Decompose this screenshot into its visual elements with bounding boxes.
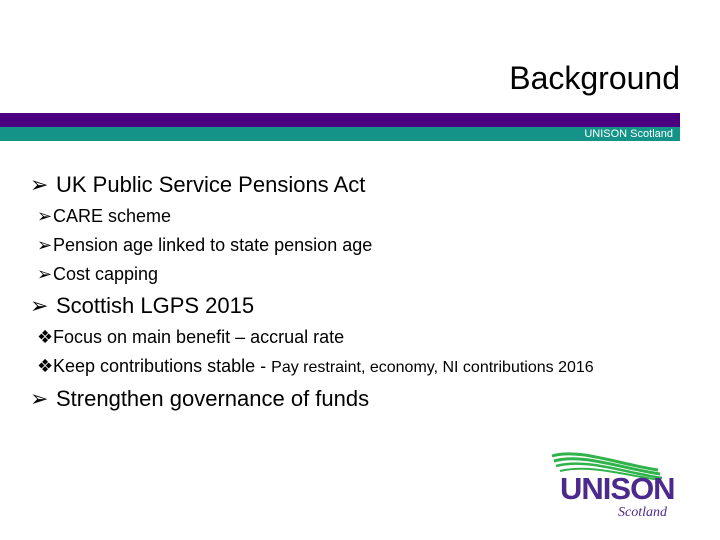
bullet-2-text: Scottish LGPS 2015 (56, 293, 255, 318)
logo-wordmark: UNISON (560, 471, 675, 506)
bullet-2-sub-1 (37, 326, 344, 348)
bullet-1-sub-3 (37, 263, 158, 285)
bullet-2-sub-2-text: Keep contributions stable - (53, 356, 272, 376)
arrow-bullet-icon: ➢ (30, 293, 49, 318)
bullet-2-sub-1-text: Focus on main benefit – accrual rate (53, 327, 345, 347)
diamond-bullet-icon: ❖ (37, 356, 54, 376)
bullet-3-text: Strengthen governance of funds (56, 386, 370, 411)
unison-logo (548, 450, 676, 524)
bullet-1-sub-2 (37, 234, 372, 256)
arrow-bullet-icon: ➢ (30, 172, 49, 197)
bullet-1-sub-2-text: Pension age linked to state pension age (53, 235, 373, 255)
header-band-purple (0, 113, 680, 127)
arrow-bullet-icon: ➢ (30, 386, 49, 411)
arrow-bullet-icon: ➢ (37, 235, 53, 255)
arrow-bullet-icon: ➢ (37, 264, 53, 284)
bullet-1-sub-3-text: Cost capping (53, 264, 159, 284)
bullet-1-sub-1 (37, 205, 171, 227)
header-band-teal (0, 127, 680, 141)
bullet-1-text: UK Public Service Pensions Act (56, 172, 366, 197)
bullet-2 (30, 293, 254, 319)
arrow-bullet-icon: ➢ (37, 206, 53, 226)
bullet-2-sub-2-small-text: Pay restraint, economy, NI contributions 2016 (271, 359, 594, 376)
bullet-1 (30, 172, 365, 198)
logo-subtitle: Scotland (618, 505, 667, 520)
bullet-2-sub-2 (37, 355, 594, 379)
header-band-label: UNISON Scotland (584, 128, 673, 140)
slide-title: Background (509, 60, 680, 96)
bullet-1-sub-1-text: CARE scheme (53, 206, 172, 226)
bullet-3 (30, 386, 369, 412)
diamond-bullet-icon: ❖ (37, 327, 54, 347)
